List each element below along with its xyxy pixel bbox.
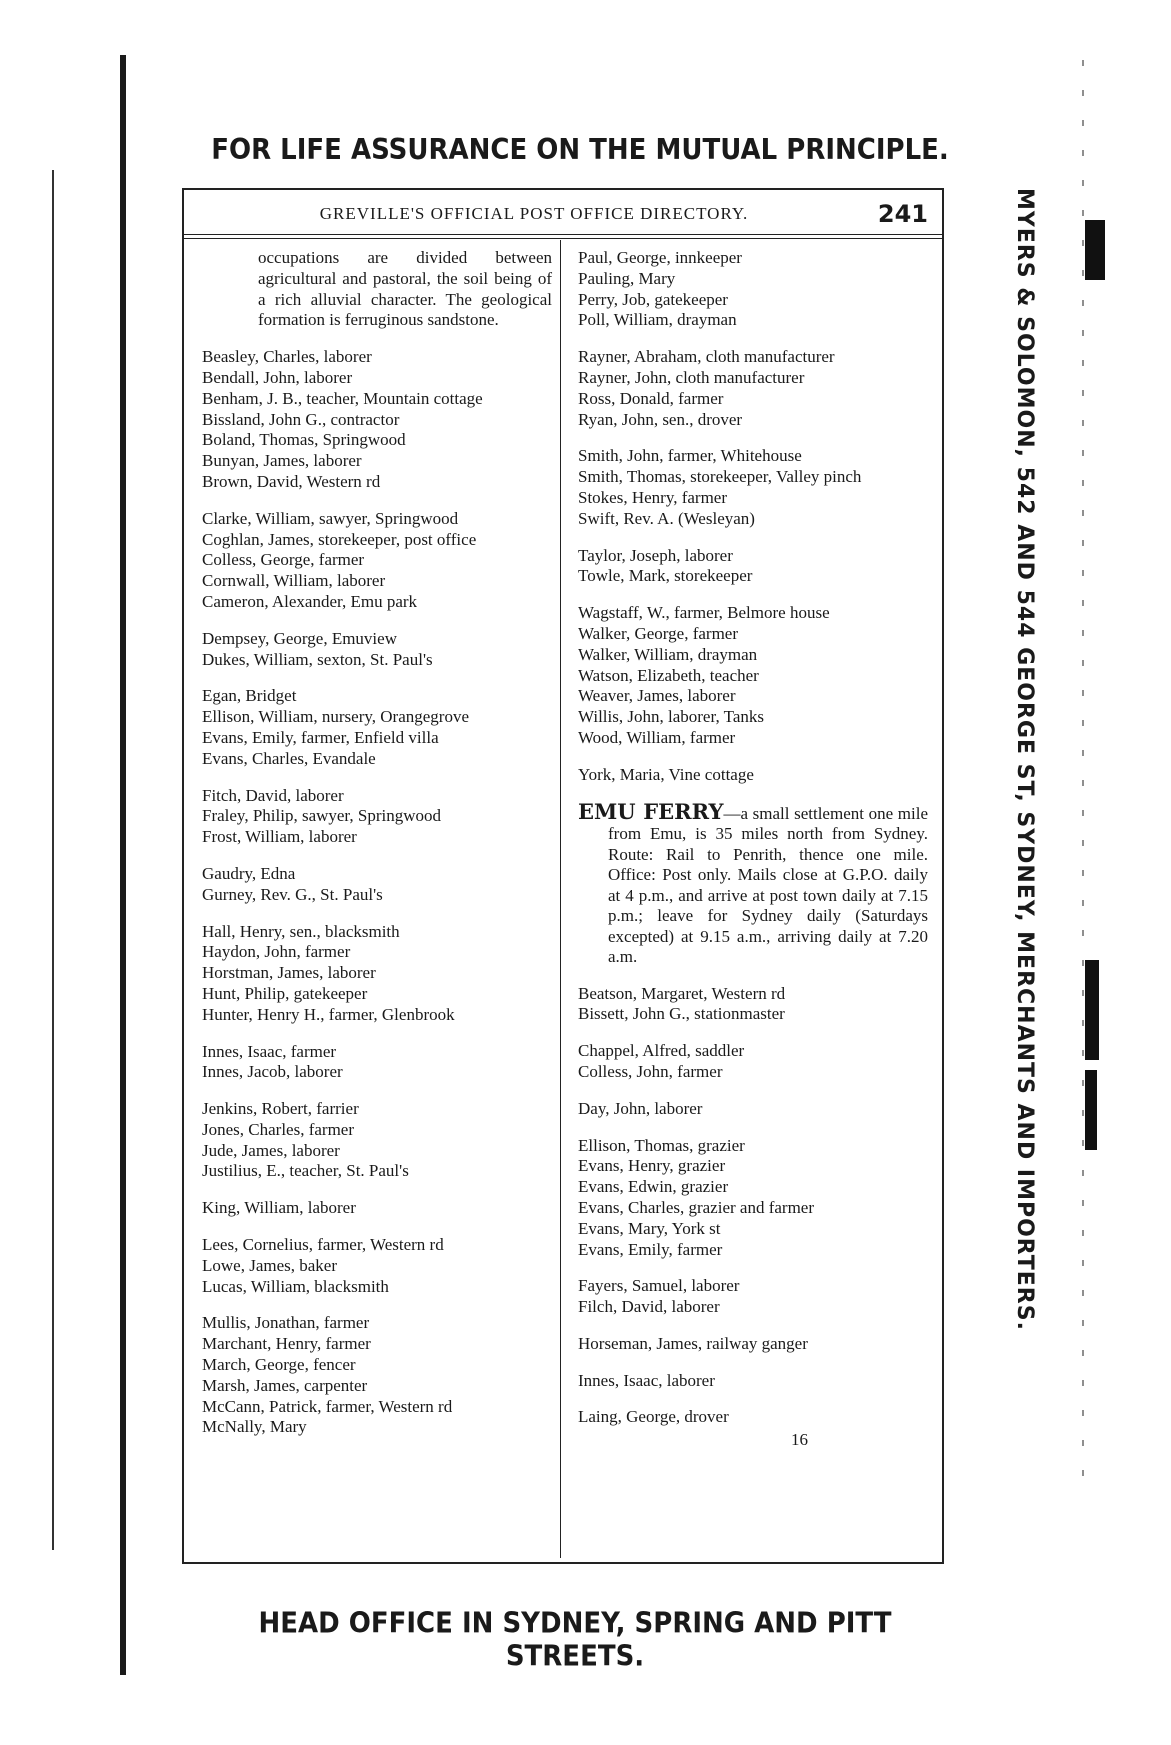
directory-entry: Wood, William, farmer [578, 727, 736, 747]
directory-entry: March, George, fencer [202, 1355, 356, 1375]
emu-ferry-title: EMU FERRY [578, 798, 724, 824]
directory-entry: Lowe, James, baker [202, 1255, 338, 1275]
directory-entry: Stokes, Henry, farmer [578, 487, 728, 507]
directory-entry: Evans, Emily, farmer [578, 1239, 723, 1259]
directory-entry: Dempsey, George, Emuview [202, 628, 397, 648]
directory-entry: McCann, Patrick, farmer, Western rd [202, 1396, 453, 1416]
spacer [578, 1083, 928, 1099]
directory-entry: Jones, Charles, farmer [202, 1119, 355, 1139]
spacer [202, 1297, 552, 1313]
scan-artifact-line [1082, 60, 1084, 1500]
directory-entry: Rayner, Abraham, cloth manufacturer [578, 347, 835, 367]
directory-entry: Perry, Job, gatekeeper [578, 289, 728, 309]
directory-entry: McNally, Mary [202, 1417, 307, 1437]
directory-page [182, 188, 944, 1564]
spacer [578, 1120, 928, 1136]
directory-entry: Smith, John, farmer, Whitehouse [578, 446, 802, 466]
directory-entry: Innes, Isaac, laborer [578, 1370, 715, 1390]
directory-entry: Ross, Donald, farmer [578, 388, 724, 408]
directory-entry: Bissett, John G., stationmaster [578, 1004, 785, 1024]
spacer [578, 1391, 928, 1407]
directory-entry: Frost, William, laborer [202, 827, 357, 847]
running-title: GREVILLE'S OFFICIAL POST OFFICE DIRECTORY. [319, 204, 749, 223]
scan-artifact-block [1085, 1070, 1097, 1150]
spacer [202, 1083, 552, 1099]
directory-entry: Evans, Henry, grazier [578, 1156, 726, 1176]
directory-entry: Marchant, Henry, farmer [202, 1334, 371, 1354]
directory-entry: Bissland, John G., contractor [202, 409, 400, 429]
spacer [202, 906, 552, 922]
scan-artifact-block [1085, 960, 1099, 1060]
spacer [578, 1318, 928, 1334]
scan-artifact-block [1085, 220, 1105, 280]
directory-entry: Evans, Edwin, grazier [578, 1177, 729, 1197]
right-entries-before [578, 248, 928, 786]
directory-entry: King, William, laborer [202, 1198, 356, 1218]
directory-entry: Bunyan, James, laborer [202, 451, 362, 471]
spacer [202, 1219, 552, 1235]
directory-entry: Mullis, Jonathan, farmer [202, 1313, 370, 1333]
directory-entry: Rayner, John, cloth manufacturer [578, 367, 805, 387]
directory-entry: Hall, Henry, sen., blacksmith [202, 921, 400, 941]
directory-entry: Innes, Isaac, farmer [202, 1041, 337, 1061]
bottom-banner: HEAD OFFICE IN SYDNEY, SPRING AND PITT STREETS. [258, 1607, 892, 1673]
directory-entry: Poll, William, drayman [578, 310, 737, 330]
directory-entry: Beatson, Margaret, Western rd [578, 983, 786, 1003]
spacer [202, 331, 552, 347]
emu-ferry-description [578, 798, 928, 968]
directory-entry: Paul, George, innkeeper [578, 248, 742, 267]
directory-entry: Swift, Rev. A. (Wesleyan) [578, 508, 755, 528]
directory-entry: Dukes, William, sexton, St. Paul's [202, 649, 433, 669]
directory-entry: Evans, Emily, farmer, Enfield villa [202, 727, 439, 747]
directory-entry: Laing, George, drover [578, 1407, 729, 1427]
spacer [578, 1260, 928, 1276]
directory-entry: Wagstaff, W., farmer, Belmore house [578, 603, 830, 623]
spacer [202, 1182, 552, 1198]
side-advert-text: MYERS & SOLOMON, 542 AND 544 GEORGE ST, SYDNEY, MERCHANTS AND IMPORTERS. [1012, 188, 1037, 1331]
spacer [578, 430, 928, 446]
directory-entry: Day, John, laborer [578, 1098, 703, 1118]
directory-entry: Colless, John, farmer [578, 1061, 723, 1081]
directory-entry: Brown, David, Western rd [202, 471, 381, 491]
directory-entry: Chappel, Alfred, saddler [578, 1041, 745, 1061]
directory-entry: Jude, James, laborer [202, 1140, 340, 1160]
directory-entry: Gaudry, Edna [202, 863, 296, 883]
spacer [578, 331, 928, 347]
directory-entry: Innes, Jacob, laborer [202, 1062, 343, 1082]
locality-description: occupations are divided between agricultural and pastoral, the soil being of a rich alluvial character. The geological formation is ferruginous sandstone. [258, 248, 552, 330]
header-rule [184, 234, 942, 235]
directory-entry: Evans, Charles, Evandale [202, 748, 376, 768]
directory-entry: Filch, David, laborer [578, 1297, 720, 1317]
emu-ferry-text: —a small settlement one mile from Emu, is 35 miles north from Sydney. Route: Rail to Penrith, thence one mile. Office: Post only. Mails close at G.P.O. daily at 4 p.m., and arrive at post town daily at 7.15 p.m.; leave for Sydney daily (Saturdays excepted) at 9.15 a.m., arriving daily at 7.20 a.m. [608, 803, 928, 967]
directory-entry: Beasley, Charles, laborer [202, 347, 372, 367]
directory-entry: Towle, Mark, storekeeper [578, 566, 753, 586]
directory-entry: Evans, Mary, York st [578, 1218, 721, 1238]
spacer [578, 530, 928, 546]
directory-entry: Colless, George, farmer [202, 550, 365, 570]
directory-entry: Horstman, James, laborer [202, 963, 376, 983]
directory-entry: Fitch, David, laborer [202, 785, 344, 805]
directory-entry: Ryan, John, sen., drover [578, 409, 743, 429]
directory-entry: Gurney, Rev. G., St. Paul's [202, 884, 383, 904]
binding-edge [120, 55, 126, 1675]
spacer [578, 968, 928, 984]
directory-entry: Taylor, Joseph, laborer [578, 545, 733, 565]
directory-entry: Cornwall, William, laborer [202, 571, 386, 591]
right-entries-after [578, 968, 928, 1429]
directory-entry: Weaver, James, laborer [578, 686, 736, 706]
spacer [578, 1025, 928, 1041]
directory-entry: Boland, Thomas, Springwood [202, 430, 406, 450]
directory-entry: Hunter, Henry H., farmer, Glenbrook [202, 1004, 455, 1024]
directory-entry: Bendall, John, laborer [202, 367, 353, 387]
column-divider [560, 240, 561, 1558]
header-rule [184, 238, 942, 239]
top-banner: FOR LIFE ASSURANCE ON THE MUTUAL PRINCIPLE. [211, 133, 949, 167]
spacer [202, 848, 552, 864]
directory-entry: Lees, Cornelius, farmer, Western rd [202, 1235, 444, 1255]
spacer [202, 670, 552, 686]
directory-entry: Clarke, William, sawyer, Springwood [202, 508, 459, 528]
directory-entry: Walker, William, drayman [578, 644, 758, 664]
signature-mark: 16 [791, 1430, 808, 1450]
spacer [202, 493, 552, 509]
directory-entry: Marsh, James, carpenter [202, 1375, 368, 1395]
directory-entry: Pauling, Mary [578, 268, 676, 288]
directory-entry: Fayers, Samuel, laborer [578, 1276, 740, 1296]
directory-entry: Haydon, John, farmer [202, 942, 351, 962]
spacer [202, 770, 552, 786]
directory-entry: Jenkins, Robert, farrier [202, 1099, 359, 1119]
page-number: 241 [877, 200, 928, 228]
directory-entry: York, Maria, Vine cottage [578, 764, 754, 784]
side-advertisement [1003, 188, 1043, 1598]
directory-entry: Coghlan, James, storekeeper, post office [202, 529, 477, 549]
directory-entry: Walker, George, farmer [578, 623, 738, 643]
directory-entry: Justilius, E., teacher, St. Paul's [202, 1161, 409, 1181]
directory-entry: Ellison, Thomas, grazier [578, 1135, 745, 1155]
margin-bracket [52, 170, 57, 1550]
directory-entry: Horseman, James, railway ganger [578, 1333, 808, 1353]
directory-entry: Willis, John, laborer, Tanks [578, 707, 764, 727]
directory-entry: Fraley, Philip, sawyer, Springwood [202, 806, 442, 826]
spacer [202, 1026, 552, 1042]
spacer [202, 613, 552, 629]
right-column [578, 248, 928, 1451]
directory-entry: Benham, J. B., teacher, Mountain cottage [202, 388, 483, 408]
directory-entry: Cameron, Alexander, Emu park [202, 591, 418, 611]
directory-entry: Ellison, William, nursery, Orangegrove [202, 707, 470, 727]
directory-entry: Watson, Elizabeth, teacher [578, 665, 759, 685]
running-head [184, 200, 942, 234]
left-entries [202, 331, 552, 1438]
directory-entry: Egan, Bridget [202, 686, 297, 706]
spacer [578, 749, 928, 765]
spacer [578, 587, 928, 603]
directory-entry: Lucas, William, blacksmith [202, 1276, 389, 1296]
left-column [202, 248, 552, 1438]
directory-entry: Hunt, Philip, gatekeeper [202, 983, 368, 1003]
directory-entry: Evans, Charles, grazier and farmer [578, 1197, 814, 1217]
spacer [578, 1355, 928, 1371]
directory-entry: Smith, Thomas, storekeeper, Valley pinch [578, 467, 862, 487]
